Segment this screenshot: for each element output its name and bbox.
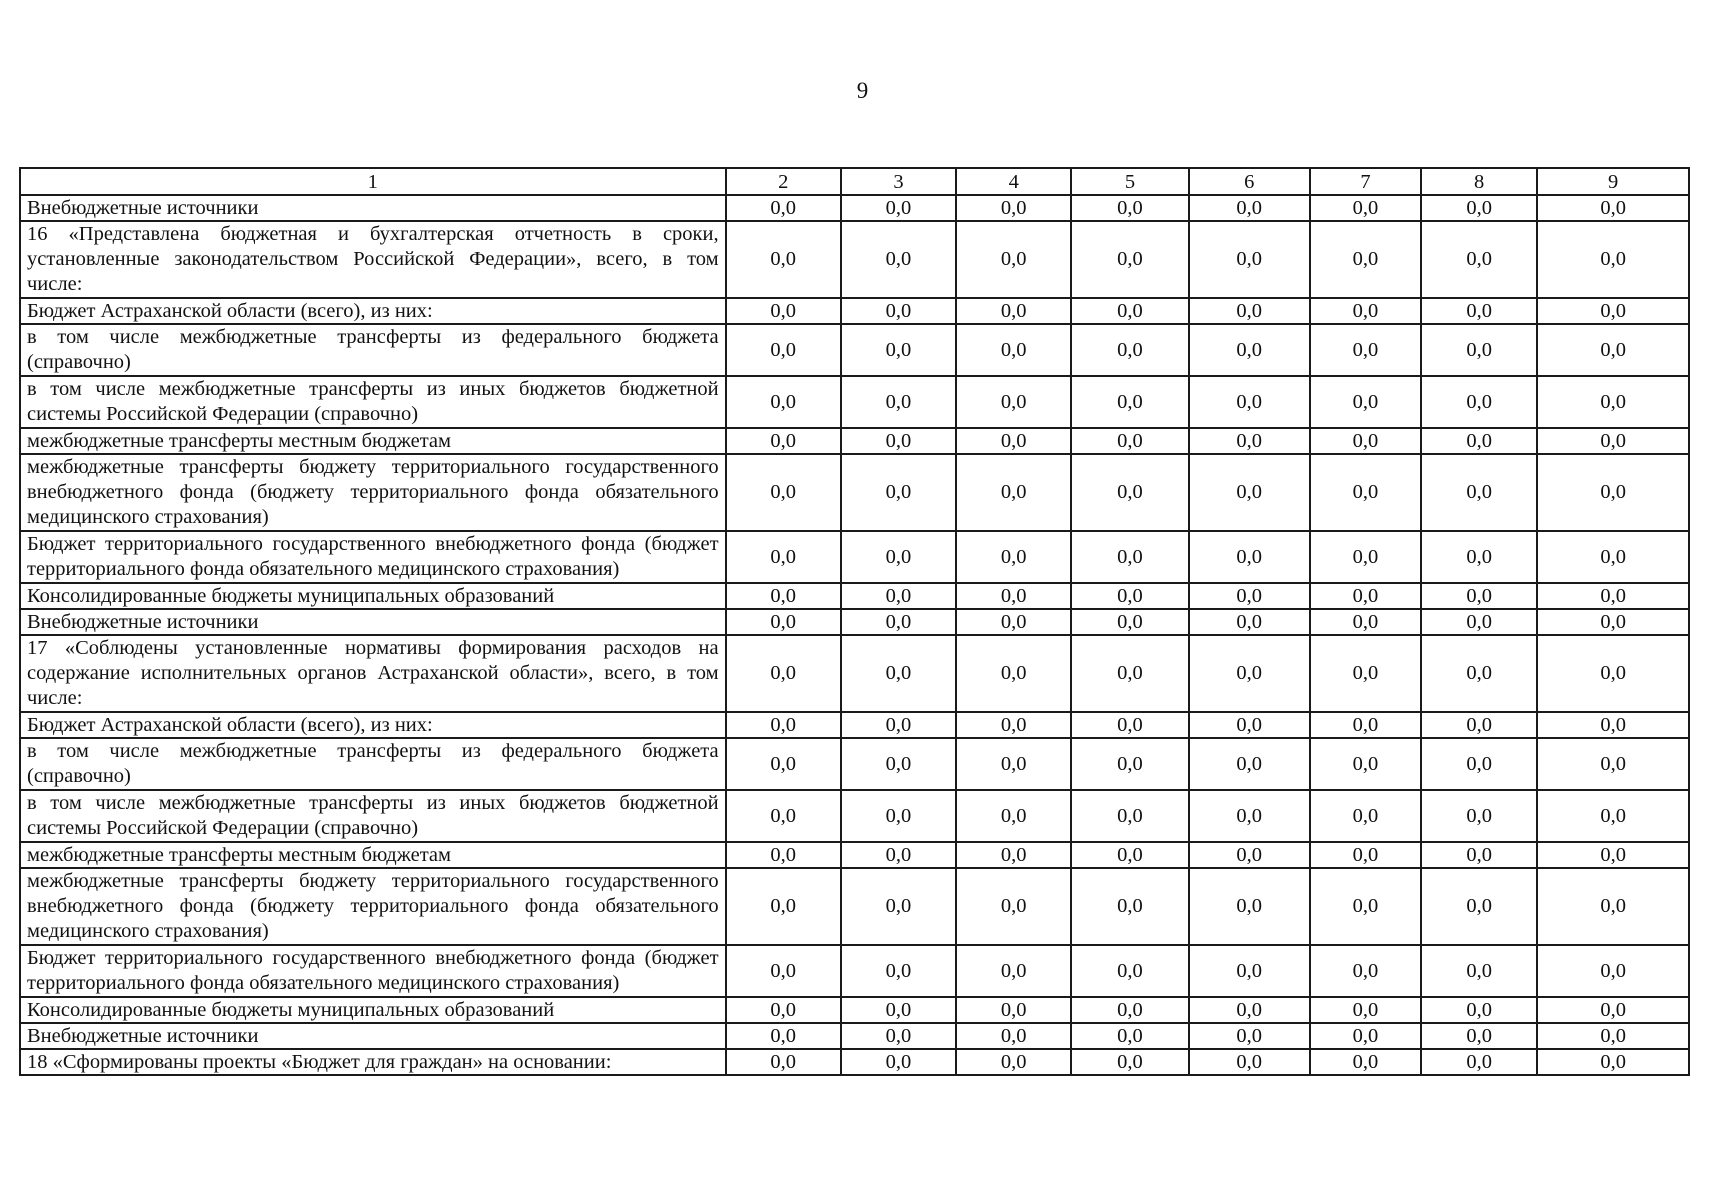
cell-value: 0,0 — [1310, 454, 1421, 531]
cell-value: 0,0 — [956, 738, 1071, 790]
cell-value: 0,0 — [841, 298, 956, 324]
cell-value: 0,0 — [1421, 298, 1537, 324]
column-header: 6 — [1189, 168, 1310, 195]
cell-value: 0,0 — [726, 454, 841, 531]
cell-value: 0,0 — [1421, 997, 1537, 1023]
cell-value: 0,0 — [726, 376, 841, 428]
cell-value: 0,0 — [1189, 790, 1310, 842]
cell-value: 0,0 — [726, 428, 841, 454]
cell-value: 0,0 — [1537, 738, 1689, 790]
cell-value: 0,0 — [726, 868, 841, 945]
table-row — [20, 324, 1689, 376]
cell-value: 0,0 — [956, 1023, 1071, 1049]
cell-value: 0,0 — [841, 868, 956, 945]
cell-value: 0,0 — [841, 712, 956, 738]
table-row — [20, 738, 1689, 790]
row-label: Консолидированные бюджеты муниципальных образований — [20, 997, 726, 1023]
cell-value: 0,0 — [1310, 712, 1421, 738]
cell-value: 0,0 — [1071, 531, 1188, 583]
cell-value: 0,0 — [841, 195, 956, 221]
cell-value: 0,0 — [1537, 635, 1689, 712]
row-label: межбюджетные трансферты бюджету территориального государственного внебюджетного фонда (бюджету территориального фонда обязательного медицинского страхования) — [20, 454, 726, 531]
row-label: 16 «Представлена бюджетная и бухгалтерская отчетность в сроки, установленные законодательством Российской Федерации», всего, в том числе: — [20, 221, 726, 298]
cell-value: 0,0 — [1421, 609, 1537, 635]
cell-value: 0,0 — [726, 1023, 841, 1049]
row-label: в том числе межбюджетные трансферты из иных бюджетов бюджетной системы Российской Федерации (справочно) — [20, 790, 726, 842]
row-label: Бюджет территориального государственного внебюджетного фонда (бюджет территориального фонда обязательного медицинского страхования) — [20, 945, 726, 997]
row-label: Бюджет Астраханской области (всего), из них: — [20, 712, 726, 738]
cell-value: 0,0 — [1189, 583, 1310, 609]
cell-value: 0,0 — [841, 1023, 956, 1049]
table-row — [20, 1023, 1689, 1049]
cell-value: 0,0 — [1189, 635, 1310, 712]
table-row — [20, 842, 1689, 868]
cell-value: 0,0 — [1537, 583, 1689, 609]
cell-value: 0,0 — [956, 868, 1071, 945]
column-header: 8 — [1421, 168, 1537, 195]
cell-value: 0,0 — [1537, 997, 1689, 1023]
cell-value: 0,0 — [1421, 583, 1537, 609]
cell-value: 0,0 — [956, 1049, 1071, 1075]
cell-value: 0,0 — [956, 635, 1071, 712]
cell-value: 0,0 — [1421, 842, 1537, 868]
cell-value: 0,0 — [1189, 531, 1310, 583]
column-header: 4 — [956, 168, 1071, 195]
cell-value: 0,0 — [726, 324, 841, 376]
table-row — [20, 298, 1689, 324]
cell-value: 0,0 — [1310, 842, 1421, 868]
row-label: Внебюджетные источники — [20, 609, 726, 635]
cell-value: 0,0 — [1310, 531, 1421, 583]
cell-value: 0,0 — [1537, 868, 1689, 945]
cell-value: 0,0 — [1421, 1049, 1537, 1075]
cell-value: 0,0 — [1537, 221, 1689, 298]
cell-value: 0,0 — [1310, 738, 1421, 790]
row-label: Бюджет территориального государственного внебюджетного фонда (бюджет территориального фонда обязательного медицинского страхования) — [20, 531, 726, 583]
cell-value: 0,0 — [956, 790, 1071, 842]
cell-value: 0,0 — [1189, 997, 1310, 1023]
cell-value: 0,0 — [1071, 195, 1188, 221]
cell-value: 0,0 — [841, 324, 956, 376]
row-label: в том числе межбюджетные трансферты из федерального бюджета (справочно) — [20, 738, 726, 790]
cell-value: 0,0 — [1421, 531, 1537, 583]
row-label: в том числе межбюджетные трансферты из иных бюджетов бюджетной системы Российской Федерации (справочно) — [20, 376, 726, 428]
cell-value: 0,0 — [1189, 221, 1310, 298]
cell-value: 0,0 — [1189, 842, 1310, 868]
column-header: 9 — [1537, 168, 1689, 195]
row-label: межбюджетные трансферты местным бюджетам — [20, 428, 726, 454]
cell-value: 0,0 — [1189, 428, 1310, 454]
cell-value: 0,0 — [726, 842, 841, 868]
cell-value: 0,0 — [841, 531, 956, 583]
cell-value: 0,0 — [1189, 1023, 1310, 1049]
cell-value: 0,0 — [1071, 221, 1188, 298]
cell-value: 0,0 — [1421, 712, 1537, 738]
cell-value: 0,0 — [1537, 195, 1689, 221]
cell-value: 0,0 — [841, 428, 956, 454]
cell-value: 0,0 — [841, 997, 956, 1023]
cell-value: 0,0 — [1189, 324, 1310, 376]
cell-value: 0,0 — [1310, 376, 1421, 428]
cell-value: 0,0 — [1310, 868, 1421, 945]
cell-value: 0,0 — [1189, 712, 1310, 738]
cell-value: 0,0 — [956, 376, 1071, 428]
cell-value: 0,0 — [1071, 997, 1188, 1023]
cell-value: 0,0 — [1071, 428, 1188, 454]
cell-value: 0,0 — [956, 428, 1071, 454]
cell-value: 0,0 — [726, 583, 841, 609]
cell-value: 0,0 — [841, 842, 956, 868]
cell-value: 0,0 — [956, 997, 1071, 1023]
cell-value: 0,0 — [726, 1049, 841, 1075]
cell-value: 0,0 — [726, 298, 841, 324]
cell-value: 0,0 — [1071, 790, 1188, 842]
row-label: Внебюджетные источники — [20, 195, 726, 221]
cell-value: 0,0 — [956, 945, 1071, 997]
cell-value: 0,0 — [1310, 1023, 1421, 1049]
cell-value: 0,0 — [1537, 712, 1689, 738]
cell-value: 0,0 — [841, 635, 956, 712]
cell-value: 0,0 — [1189, 454, 1310, 531]
table-row — [20, 583, 1689, 609]
cell-value: 0,0 — [1421, 790, 1537, 842]
row-label: Внебюджетные источники — [20, 1023, 726, 1049]
cell-value: 0,0 — [726, 195, 841, 221]
cell-value: 0,0 — [1421, 945, 1537, 997]
row-label: межбюджетные трансферты местным бюджетам — [20, 842, 726, 868]
cell-value: 0,0 — [1421, 635, 1537, 712]
cell-value: 0,0 — [1310, 221, 1421, 298]
cell-value: 0,0 — [1071, 738, 1188, 790]
cell-value: 0,0 — [1071, 842, 1188, 868]
cell-value: 0,0 — [841, 945, 956, 997]
table-row — [20, 531, 1689, 583]
cell-value: 0,0 — [1071, 635, 1188, 712]
cell-value: 0,0 — [841, 738, 956, 790]
table-row — [20, 868, 1689, 945]
cell-value: 0,0 — [1310, 195, 1421, 221]
cell-value: 0,0 — [1310, 1049, 1421, 1075]
cell-value: 0,0 — [956, 298, 1071, 324]
cell-value: 0,0 — [956, 221, 1071, 298]
cell-value: 0,0 — [1071, 583, 1188, 609]
cell-value: 0,0 — [956, 609, 1071, 635]
cell-value: 0,0 — [1421, 324, 1537, 376]
table-body — [20, 195, 1689, 1075]
cell-value: 0,0 — [1537, 428, 1689, 454]
table-row — [20, 376, 1689, 428]
cell-value: 0,0 — [1310, 298, 1421, 324]
cell-value: 0,0 — [1071, 945, 1188, 997]
cell-value: 0,0 — [1189, 945, 1310, 997]
cell-value: 0,0 — [726, 635, 841, 712]
cell-value: 0,0 — [1310, 997, 1421, 1023]
table-row — [20, 221, 1689, 298]
cell-value: 0,0 — [1071, 298, 1188, 324]
cell-value: 0,0 — [956, 842, 1071, 868]
cell-value: 0,0 — [1537, 842, 1689, 868]
table-row — [20, 609, 1689, 635]
cell-value: 0,0 — [841, 1049, 956, 1075]
cell-value: 0,0 — [1537, 1049, 1689, 1075]
cell-value: 0,0 — [1310, 945, 1421, 997]
cell-value: 0,0 — [841, 221, 956, 298]
row-label: в том числе межбюджетные трансферты из федерального бюджета (справочно) — [20, 324, 726, 376]
table-row — [20, 454, 1689, 531]
column-header: 3 — [841, 168, 956, 195]
cell-value: 0,0 — [726, 790, 841, 842]
cell-value: 0,0 — [1310, 583, 1421, 609]
cell-value: 0,0 — [1310, 635, 1421, 712]
cell-value: 0,0 — [726, 997, 841, 1023]
cell-value: 0,0 — [726, 531, 841, 583]
table-row — [20, 428, 1689, 454]
cell-value: 0,0 — [956, 531, 1071, 583]
table-row — [20, 712, 1689, 738]
cell-value: 0,0 — [841, 790, 956, 842]
cell-value: 0,0 — [841, 454, 956, 531]
cell-value: 0,0 — [1189, 195, 1310, 221]
table-row — [20, 1049, 1689, 1075]
table-row — [20, 195, 1689, 221]
cell-value: 0,0 — [956, 712, 1071, 738]
table-row — [20, 635, 1689, 712]
cell-value: 0,0 — [726, 738, 841, 790]
cell-value: 0,0 — [726, 712, 841, 738]
cell-value: 0,0 — [956, 583, 1071, 609]
column-header: 2 — [726, 168, 841, 195]
cell-value: 0,0 — [1310, 609, 1421, 635]
row-label: межбюджетные трансферты бюджету территориального государственного внебюджетного фонда (бюджету территориального фонда обязательного медицинского страхования) — [20, 868, 726, 945]
cell-value: 0,0 — [1421, 738, 1537, 790]
row-label: 18 «Сформированы проекты «Бюджет для граждан» на основании: — [20, 1049, 726, 1075]
row-label: 17 «Соблюдены установленные нормативы формирования расходов на содержание исполнительных органов Астраханской области», всего, в том числе: — [20, 635, 726, 712]
cell-value: 0,0 — [1537, 531, 1689, 583]
cell-value: 0,0 — [1310, 324, 1421, 376]
row-label: Консолидированные бюджеты муниципальных образований — [20, 583, 726, 609]
row-label: Бюджет Астраханской области (всего), из них: — [20, 298, 726, 324]
cell-value: 0,0 — [726, 609, 841, 635]
cell-value: 0,0 — [1537, 376, 1689, 428]
cell-value: 0,0 — [1071, 868, 1188, 945]
cell-value: 0,0 — [841, 376, 956, 428]
cell-value: 0,0 — [1421, 221, 1537, 298]
table-row — [20, 945, 1689, 997]
page-number: 9 — [856, 78, 869, 103]
cell-value: 0,0 — [1071, 1049, 1188, 1075]
cell-value: 0,0 — [1537, 790, 1689, 842]
cell-value: 0,0 — [1310, 428, 1421, 454]
cell-value: 0,0 — [956, 324, 1071, 376]
cell-value: 0,0 — [726, 945, 841, 997]
cell-value: 0,0 — [1071, 454, 1188, 531]
cell-value: 0,0 — [1421, 454, 1537, 531]
cell-value: 0,0 — [1421, 376, 1537, 428]
cell-value: 0,0 — [1189, 1049, 1310, 1075]
table-row — [20, 790, 1689, 842]
budget-table — [19, 167, 1690, 1076]
cell-value: 0,0 — [1071, 324, 1188, 376]
cell-value: 0,0 — [1189, 376, 1310, 428]
column-header: 5 — [1071, 168, 1188, 195]
cell-value: 0,0 — [1071, 609, 1188, 635]
cell-value: 0,0 — [1537, 298, 1689, 324]
header-row — [20, 168, 1689, 195]
cell-value: 0,0 — [956, 454, 1071, 531]
cell-value: 0,0 — [1537, 454, 1689, 531]
table-row — [20, 997, 1689, 1023]
cell-value: 0,0 — [1537, 1023, 1689, 1049]
cell-value: 0,0 — [1189, 298, 1310, 324]
cell-value: 0,0 — [1189, 609, 1310, 635]
cell-value: 0,0 — [1189, 868, 1310, 945]
cell-value: 0,0 — [956, 195, 1071, 221]
cell-value: 0,0 — [1421, 868, 1537, 945]
cell-value: 0,0 — [1189, 738, 1310, 790]
cell-value: 0,0 — [726, 221, 841, 298]
cell-value: 0,0 — [1071, 1023, 1188, 1049]
cell-value: 0,0 — [1537, 945, 1689, 997]
cell-value: 0,0 — [1537, 609, 1689, 635]
column-header: 1 — [20, 168, 726, 195]
cell-value: 0,0 — [1537, 324, 1689, 376]
cell-value: 0,0 — [1310, 790, 1421, 842]
column-header: 7 — [1310, 168, 1421, 195]
cell-value: 0,0 — [1071, 376, 1188, 428]
cell-value: 0,0 — [1421, 195, 1537, 221]
cell-value: 0,0 — [1421, 1023, 1537, 1049]
cell-value: 0,0 — [1421, 428, 1537, 454]
cell-value: 0,0 — [841, 583, 956, 609]
cell-value: 0,0 — [1071, 712, 1188, 738]
cell-value: 0,0 — [841, 609, 956, 635]
